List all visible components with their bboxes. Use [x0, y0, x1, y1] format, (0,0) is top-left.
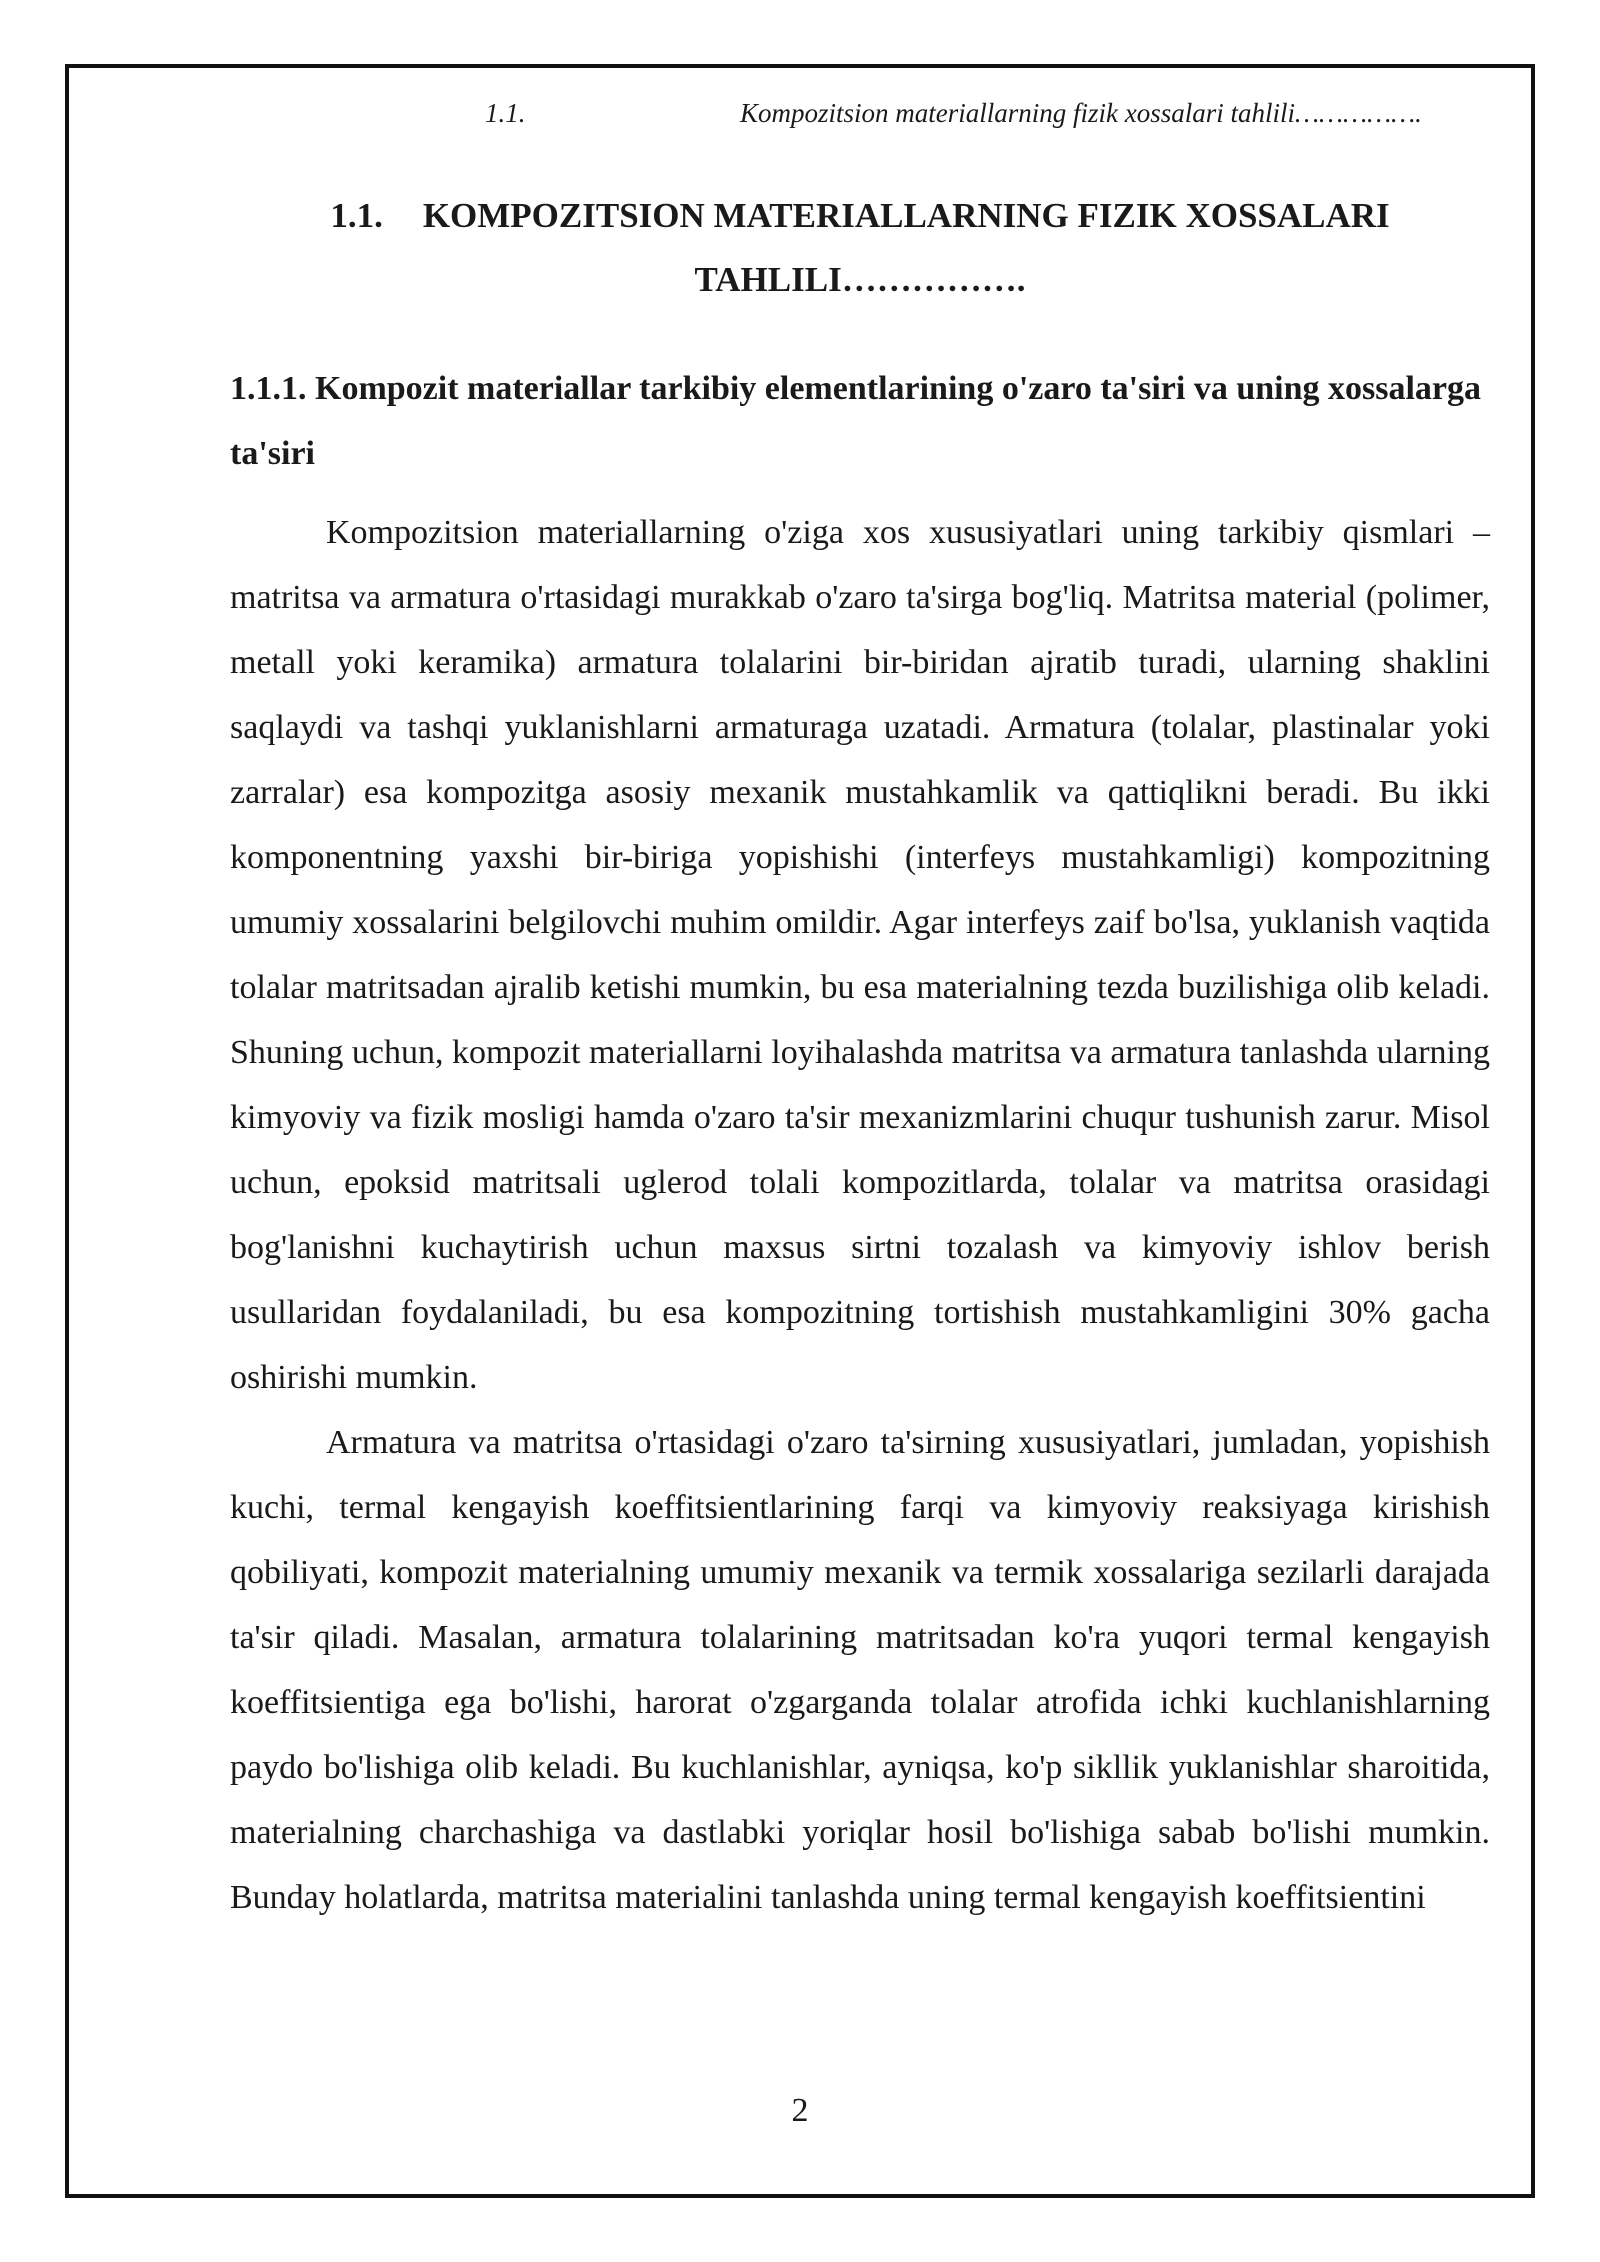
chapter-heading — [230, 184, 1490, 312]
header-section-number: 1.1. — [485, 98, 526, 128]
chapter-number: 1.1. — [330, 196, 383, 235]
chapter-title: KOMPOZITSION MATERIALLARNING FIZIK XOSSALARI TAHLILI……………. — [422, 196, 1390, 299]
header-section-title: Kompozitsion materiallarning fizik xossalari tahlili……………. — [740, 98, 1422, 128]
paragraph: Armatura va matritsa o'rtasidagi o'zaro ta'sirning xususiyatlari, jumladan, yopishish kuchi, termal kengayish koeffitsientlarining farqi va kimyoviy reaksiyaga kirishish qobiliyati, kompozit materialning umumiy mexanik va termik xossalariga sezilarli darajada ta'sir qiladi. Masalan, armatura tolalarining matritsadan ko'ra yuqori termal kengayish koeffitsientiga ega bo'lishi, harorat o'zgarganda tolalar atrofida ichki kuchlanishlarning paydo bo'lishiga olib keladi. Bu kuchlanishlar, ayniqsa, ko'p sikllik yuklanishlar sharoitida, materialning charchashiga va dastlabki yoriqlar hosil bo'lishiga sabab bo'lishi mumkin. Bunday holatlarda, matritsa materialini tanlashda uning termal kengayish koeffitsientini — [230, 1424, 1490, 1916]
paragraph: Kompozitsion materiallarning o'ziga xos xususiyatlari uning tarkibiy qismlari – matritsa va armatura o'rtasidagi murakkab o'zaro ta'sirga bog'liq. Matritsa material (polimer, metall yoki keramika) armatura tolalarini bir-biridan ajratib turadi, ularning shaklini saqlaydi va tashqi yuklanishlarni armaturaga uzatadi. Armatura (tolalar, plastinalar yoki zarralar) esa kompozitga asosiy mexanik mustahkamlik va qattiqlikni beradi. Bu ikki komponentning yaxshi bir-biriga yopishishi (interfeys mustahkamligi) kompozitning umumiy xossalarini belgilovchi muhim omildir. Agar interfeys zaif bo'lsa, yuklanish vaqtida tolalar matritsadan ajralib ketishi mumkin, bu esa materialning tezda buzilishiga olib keladi. Shuning uchun, kompozit materiallarni loyihalashda matritsa va armatura tanlashda ularning kimyoviy va fizik mosligi hamda o'zaro ta'sir mexanizmlarini chuqur tushunish zarur. Misol uchun, epoksid matritsali uglerod tolali kompozitlarda, tolalar va matritsa orasidagi bog'lanishni kuchaytirish uchun maxsus sirtni tozalash va kimyoviy ishlov berish usullaridan foydalaniladi, bu esa kompozitning tortishish mustahkamligini 30% gacha oshirishi mumkin. — [230, 514, 1490, 1396]
running-header — [0, 98, 1600, 138]
section-heading: 1.1.1. Kompozit materiallar tarkibiy elementlarining o'zaro ta'siri va uning xossalarga ta'siri — [230, 370, 1481, 472]
body-text — [230, 500, 1490, 1930]
page-number: 2 — [791, 2092, 809, 2129]
